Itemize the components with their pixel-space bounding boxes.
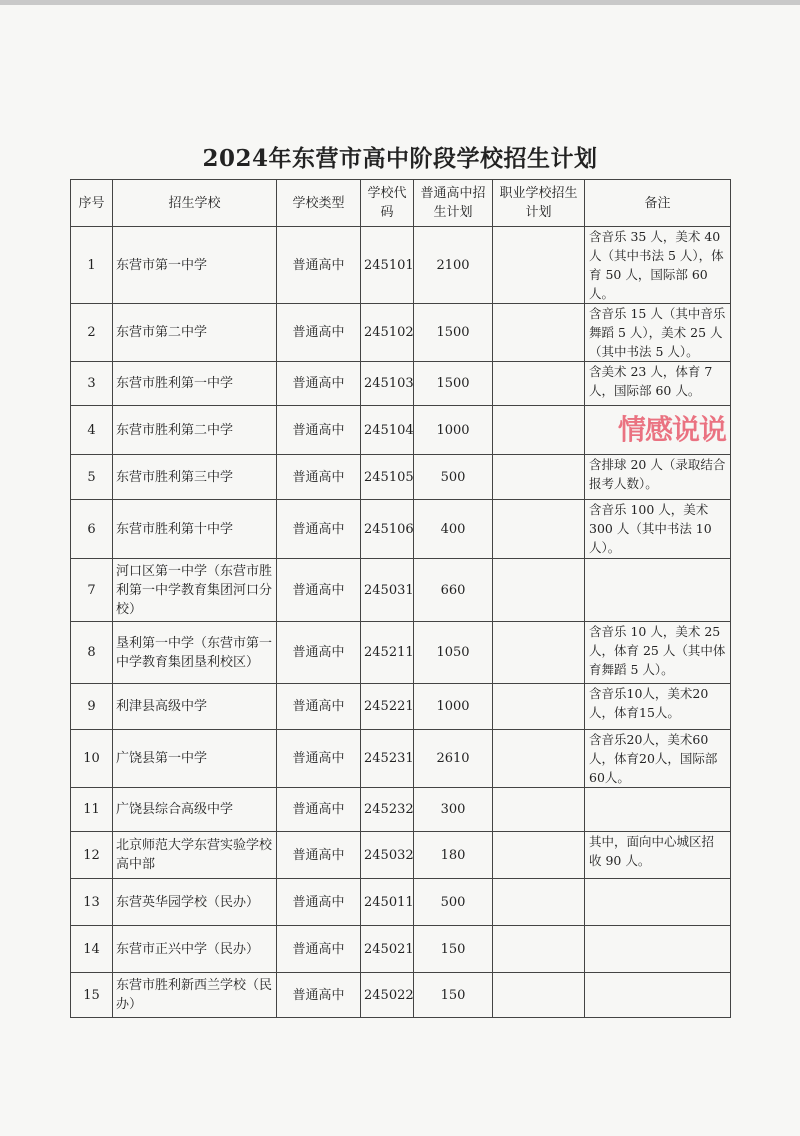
vocational-plan <box>493 304 585 362</box>
school-code: 245102 <box>361 304 414 362</box>
note: 含美术 23 人，体育 7 人，国际部 60 人。 <box>585 362 731 406</box>
general-plan: 2100 <box>414 227 493 304</box>
general-plan: 300 <box>414 788 493 832</box>
header-school: 招生学校 <box>113 180 277 227</box>
note <box>585 559 731 622</box>
row-number: 2 <box>71 304 113 362</box>
school-type: 普通高中 <box>277 227 361 304</box>
table-row <box>71 304 731 362</box>
general-plan: 500 <box>414 455 493 500</box>
header-vocational: 职业学校招生计划 <box>493 180 585 227</box>
note <box>585 406 731 455</box>
general-plan: 1050 <box>414 622 493 684</box>
note: 含排球 20 人（录取结合报考人数）。 <box>585 455 731 500</box>
row-number: 15 <box>71 973 113 1018</box>
school-type: 普通高中 <box>277 304 361 362</box>
enrollment-table <box>70 179 731 1018</box>
note <box>585 973 731 1018</box>
vocational-plan <box>493 788 585 832</box>
school-code: 245021 <box>361 926 414 973</box>
row-number: 7 <box>71 559 113 622</box>
row-number: 12 <box>71 832 113 879</box>
school-type: 普通高中 <box>277 559 361 622</box>
table-row <box>71 622 731 684</box>
note: 含音乐 35 人，美术 40 人（其中书法 5 人），体育 50 人，国际部 60 人。 <box>585 227 731 304</box>
vocational-plan <box>493 832 585 879</box>
table-row <box>71 227 731 304</box>
table-row <box>71 455 731 500</box>
row-number: 3 <box>71 362 113 406</box>
row-number: 9 <box>71 684 113 730</box>
table-row <box>71 362 731 406</box>
school-code: 245231 <box>361 730 414 788</box>
vocational-plan <box>493 455 585 500</box>
top-bar <box>0 0 800 5</box>
note: 含音乐 10 人，美术 25 人，体育 25 人（其中体育舞蹈 5 人）。 <box>585 622 731 684</box>
vocational-plan <box>493 684 585 730</box>
header-type: 学校类型 <box>277 180 361 227</box>
school-type: 普通高中 <box>277 730 361 788</box>
school-code: 245031 <box>361 559 414 622</box>
school-code: 245211 <box>361 622 414 684</box>
school-name: 广饶县第一中学 <box>113 730 277 788</box>
school-code: 245105 <box>361 455 414 500</box>
page-title: 2024年东营市高中阶段学校招生计划 <box>202 145 598 172</box>
general-plan: 400 <box>414 500 493 559</box>
note <box>585 926 731 973</box>
row-number: 14 <box>71 926 113 973</box>
school-name: 东营英华园学校（民办） <box>113 879 277 926</box>
school-name: 垦利第一中学（东营市第一中学教育集团垦利校区） <box>113 622 277 684</box>
school-name: 东营市胜利第一中学 <box>113 362 277 406</box>
note: 含音乐 15 人（其中音乐舞蹈 5 人），美术 25 人（其中书法 5 人）。 <box>585 304 731 362</box>
row-number: 8 <box>71 622 113 684</box>
watermark: 情感说说 <box>617 413 726 446</box>
school-type: 普通高中 <box>277 622 361 684</box>
school-type: 普通高中 <box>277 973 361 1018</box>
vocational-plan <box>493 362 585 406</box>
header-note: 备注 <box>585 180 731 227</box>
vocational-plan <box>493 406 585 455</box>
school-type: 普通高中 <box>277 406 361 455</box>
vocational-plan <box>493 227 585 304</box>
table-row <box>71 788 731 832</box>
school-name: 东营市第一中学 <box>113 227 277 304</box>
school-type: 普通高中 <box>277 362 361 406</box>
table-row <box>71 684 731 730</box>
header-no: 序号 <box>71 180 113 227</box>
row-number: 13 <box>71 879 113 926</box>
note: 含音乐20人，美术60人，体育20人，国际部60人。 <box>585 730 731 788</box>
school-code: 245022 <box>361 973 414 1018</box>
school-name: 东营市胜利新西兰学校（民办） <box>113 973 277 1018</box>
note: 其中，面向中心城区招收 90 人。 <box>585 832 731 879</box>
table-row <box>71 559 731 622</box>
general-plan: 1500 <box>414 304 493 362</box>
school-type: 普通高中 <box>277 500 361 559</box>
school-name: 东营市胜利第三中学 <box>113 455 277 500</box>
header-row <box>71 180 731 227</box>
note: 含音乐 100 人，美术 300 人（其中书法 10 人）。 <box>585 500 731 559</box>
general-plan: 660 <box>414 559 493 622</box>
general-plan: 150 <box>414 973 493 1018</box>
row-number: 6 <box>71 500 113 559</box>
general-plan: 180 <box>414 832 493 879</box>
school-type: 普通高中 <box>277 879 361 926</box>
table-row <box>71 879 731 926</box>
note <box>585 879 731 926</box>
school-code: 245103 <box>361 362 414 406</box>
school-type: 普通高中 <box>277 788 361 832</box>
general-plan: 1000 <box>414 406 493 455</box>
vocational-plan <box>493 926 585 973</box>
row-number: 11 <box>71 788 113 832</box>
vocational-plan <box>493 500 585 559</box>
school-code: 245101 <box>361 227 414 304</box>
table-row <box>71 406 731 455</box>
vocational-plan <box>493 879 585 926</box>
row-number: 5 <box>71 455 113 500</box>
school-name: 东营市正兴中学（民办） <box>113 926 277 973</box>
general-plan: 2610 <box>414 730 493 788</box>
school-name: 东营市胜利第二中学 <box>113 406 277 455</box>
row-number: 1 <box>71 227 113 304</box>
general-plan: 150 <box>414 926 493 973</box>
school-name: 东营市胜利第十中学 <box>113 500 277 559</box>
school-type: 普通高中 <box>277 832 361 879</box>
school-name: 北京师范大学东营实验学校高中部 <box>113 832 277 879</box>
vocational-plan <box>493 973 585 1018</box>
school-code: 245106 <box>361 500 414 559</box>
school-name: 广饶县综合高级中学 <box>113 788 277 832</box>
table-row <box>71 500 731 559</box>
vocational-plan <box>493 622 585 684</box>
header-general: 普通高中招生计划 <box>414 180 493 227</box>
table-row <box>71 730 731 788</box>
note: 含音乐10人，美术20人，体育15人。 <box>585 684 731 730</box>
school-code: 245232 <box>361 788 414 832</box>
school-name: 河口区第一中学（东营市胜利第一中学教育集团河口分校） <box>113 559 277 622</box>
note <box>585 788 731 832</box>
school-type: 普通高中 <box>277 926 361 973</box>
school-type: 普通高中 <box>277 684 361 730</box>
school-code: 245104 <box>361 406 414 455</box>
table-row <box>71 973 731 1018</box>
school-name: 利津县高级中学 <box>113 684 277 730</box>
row-number: 4 <box>71 406 113 455</box>
header-code: 学校代码 <box>361 180 414 227</box>
general-plan: 500 <box>414 879 493 926</box>
school-code: 245221 <box>361 684 414 730</box>
row-number: 10 <box>71 730 113 788</box>
school-code: 245032 <box>361 832 414 879</box>
vocational-plan <box>493 559 585 622</box>
general-plan: 1500 <box>414 362 493 406</box>
school-name: 东营市第二中学 <box>113 304 277 362</box>
school-type: 普通高中 <box>277 455 361 500</box>
school-code: 245011 <box>361 879 414 926</box>
general-plan: 1000 <box>414 684 493 730</box>
table-row <box>71 832 731 879</box>
vocational-plan <box>493 730 585 788</box>
table-row <box>71 926 731 973</box>
